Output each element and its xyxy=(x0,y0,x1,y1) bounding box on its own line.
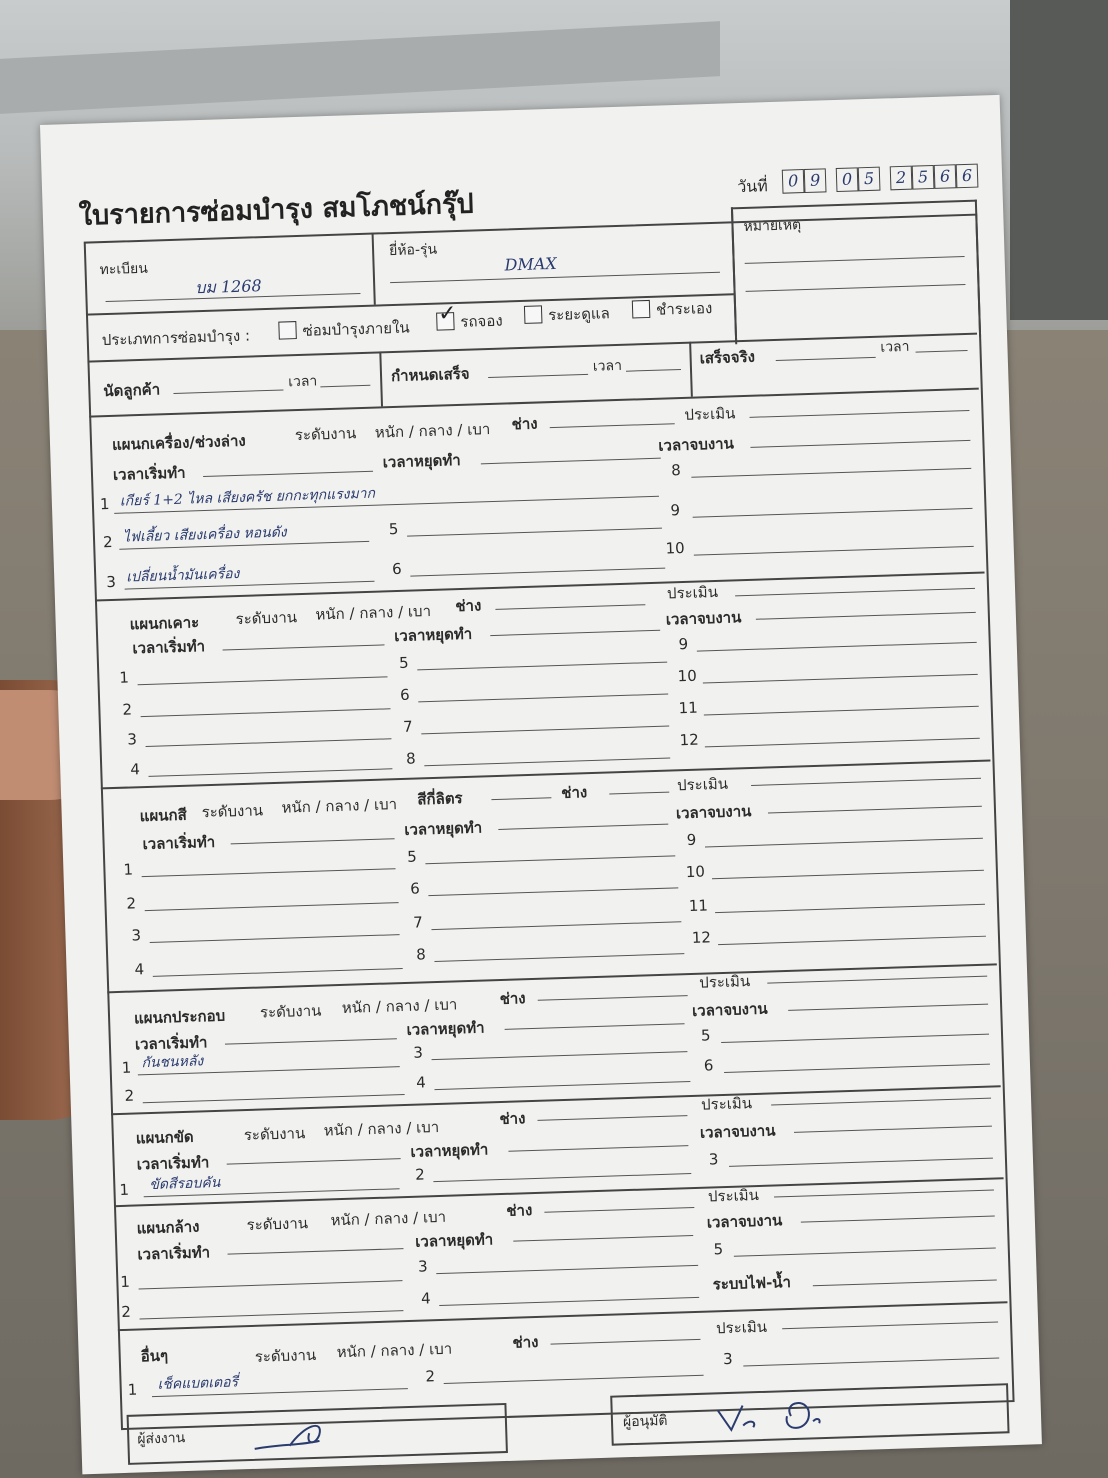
section-wash: แผนกล้าง ระดับงาน หนัก / กลาง / เบา ช่าง ประเมิน เวลาเริ่มทำ เวลาหยุดทำ เวลาจบงาน 1 3 5 2 4 ระบบไฟ-น้ำ xyxy=(40,95,1000,125)
section-engine: แผนกเครื่อง/ช่วงล่าง ระดับงาน หนัก / กลาง / เบา ช่าง ประเมิน เวลาเริ่มทำ เวลาหยุดทำ เวลาจบงาน 1 เกียร์ 1+2 ไหล เสียงครัช ยกกะทุกแรงมาก 8 2 ไฟเลี้ยว เสียงเครื่อง หอนดัง 5 9 3 เปลี่ยนน้ำมันเครื่อง 6 10 xyxy=(40,95,1000,125)
polish-item-1: ขัดสีรอบคัน xyxy=(149,1174,221,1194)
repair-type-maintenance-checkbox[interactable] xyxy=(524,305,543,324)
polish-dept-label: แผนกขัด xyxy=(135,1127,194,1148)
repair-type-booking-label: รถจอง xyxy=(460,311,503,331)
engine-item-3: เปลี่ยนน้ำมันเครื่อง xyxy=(126,565,240,586)
section-body: แผนกเคาะ ระดับงาน หนัก / กลาง / เบา ช่าง ประเมิน เวลาเริ่มทำ เวลาหยุดทำ เวลาจบงาน 1 5 9 2 6 10 3 7 11 4 8 12 xyxy=(40,95,1000,125)
repair-type-maintenance-label: ระยะดูแล xyxy=(547,304,611,325)
remark-label: หมายเหตุ xyxy=(743,217,802,235)
date-year-2: 5 xyxy=(912,165,935,190)
date-day-2: 9 xyxy=(804,168,827,193)
date-label: วันที่ xyxy=(736,176,769,197)
date-month-2: 5 xyxy=(858,167,881,192)
sender-label: ผู้ส่งงาน xyxy=(137,1430,186,1448)
plate-value: บม 1268 xyxy=(194,276,262,298)
repair-type-internal-checkbox[interactable] xyxy=(278,321,297,340)
section-polish: แผนกขัด ระดับงาน หนัก / กลาง / เบา ช่าง ประเมิน เวลาเริ่มทำ เวลาหยุดทำ เวลาจบงาน 1 ขัดสีรอบคัน 2 3 xyxy=(40,95,1000,125)
assembly-item-1: กันชนหลัง xyxy=(141,1053,204,1072)
repair-type-selfpay-checkbox[interactable] xyxy=(632,300,651,319)
form-title: ใบรายการซ่อมบำรุง สมโภชน์กรุ๊ป xyxy=(78,188,475,232)
approver-signature xyxy=(712,1392,853,1438)
body-dept-label: แผนกเคาะ xyxy=(129,613,200,634)
date-month-1: 0 xyxy=(836,167,859,192)
wash-dept-label: แผนกล้าง xyxy=(136,1217,200,1238)
other-dept-label: อื่นๆ xyxy=(140,1346,169,1366)
repair-type-selfpay-label: ชำระเอง xyxy=(655,298,713,319)
actual-finish-label: เสร็จจริง xyxy=(699,347,756,368)
approver-label: ผู้อนุมัติ xyxy=(622,1412,668,1431)
date-year-3: 6 xyxy=(934,164,957,189)
engine-item-2: ไฟเลี้ยว เสียงเครื่อง หอนดัง xyxy=(122,524,287,546)
engine-dept-label: แผนกเครื่อง/ช่วงล่าง xyxy=(111,431,247,454)
brand-value: DMAX xyxy=(504,253,558,275)
section-paint: แผนกสี ระดับงาน หนัก / กลาง / เบา สีกี่ลิตร ช่าง ประเมิน เวลาเริ่มทำ เวลาหยุดทำ เวลาจบงาน 1 5 9 2 6 10 3 7 11 4 8 12 xyxy=(40,95,1000,125)
plate-label: ทะเบียน xyxy=(99,260,149,279)
deadline-label: กำหนดเสร็จ xyxy=(390,364,470,386)
sender-signature xyxy=(249,1414,340,1455)
section-assembly: แผนกประกอบ ระดับงาน หนัก / กลาง / เบา ช่าง ประเมิน เวลาเริ่มทำ เวลาหยุดทำ เวลาจบงาน 1 กันชนหลัง 3 5 2 4 6 xyxy=(40,95,1000,125)
electric-water-label: ระบบไฟ-น้ำ xyxy=(712,1272,792,1294)
repair-type-booking-checkbox[interactable] xyxy=(436,301,457,331)
repair-type-label: ประเภทการซ่อมบำรุง : xyxy=(101,326,251,350)
assembly-dept-label: แผนกประกอบ xyxy=(133,1006,226,1028)
date-year-4: 6 xyxy=(956,164,979,189)
check-mark-icon: ✓ xyxy=(437,301,457,327)
engine-item-1: เกียร์ 1+2 ไหล เสียงครัช ยกกะทุกแรงมาก xyxy=(119,485,376,510)
other-item-1: เช็คแบตเตอรี่ xyxy=(157,1374,239,1393)
brand-label: ยี่ห้อ-รุ่น xyxy=(388,241,438,260)
sender-box xyxy=(127,1403,508,1465)
repair-form: ใบรายการซ่อมบำรุง สมโภชน์กรุ๊ป วันที่ 0 9 0 5 2 5 6 6 หมายเหตุ ทะเบียน บม 1268 ยี่ห้อ-รุ่น DMAX ประเภทการซ่อมบำรุง : ซ่อมบำรุงภายใน ✓ รถจอง ระยะดูแล ชำระเอง นัดลูกค้า เวลา กำหนดเสร็จ เวลา เสร็จจริง เวลา แผนกเครื่อง/ช่วงล่าง ระดับงาน หนัก / กลาง / เบา ช่าง ประเมิน เวลาเริ่มทำ เวลาหยุดทำ เวลาจบงาน 1 เกียร์ 1+2 ไหล เสียงครัช ยกกะทุกแรงมาก 8 2 ไฟเลี้ยว เสียงเครื่อง หอนดัง 5 9 3 เปลี่ยนน้ำมันเครื่อง 6 10 แผนกเคาะ ระดับงาน หนัก / กลาง / เบา ช่าง ประเมิน เวลาเริ่มทำ เวลาหยุดทำ เวลาจบงาน 1 5 9 2 6 10 3 7 11 4 8 12 แผนกสี ระดับงาน หนัก / กลาง / เบา สีกี่ลิตร ช่าง ประเมิน เวลาเริ่มทำ เวลาหยุดทำ เวลาจบงาน 1 5 9 2 6 10 3 7 11 4 8 12 แผนกประกอบ ระดับงาน หนัก / กลาง / เบา ช่าง ประเมิน เวลาเริ่มทำ เวลาหยุดทำ เวลาจบงาน 1 กันชนหลัง 3 5 2 4 6 แผนกขัด ระดับงาน หนัก / กลาง / เบา ช่าง ประเมิน เวลาเริ่มทำ เวลาหยุดทำ เวลาจบงาน 1 ขัดสีรอบคัน 2 3 แผนกล้าง ระดับงาน หนัก / กลาง / เบา ช่าง ประเมิน เวลาเริ่มทำ เวลาหยุดทำ เวลาจบงาน 1 3 5 2 4 ระบบไฟ-น้ำ อื่นๆ ระดับงาน หนัก / กลาง / เบา ช่าง ประเมิน 1 เช็คแบตเตอรี่ 2 3 ผู้ส่งงาน ผู้อนุมัติ xyxy=(40,95,1042,1474)
repair-type-internal-label: ซ่อมบำรุงภายใน xyxy=(302,318,410,340)
customer-appointment-label: นัดลูกค้า xyxy=(103,380,161,401)
section-other: อื่นๆ ระดับงาน หนัก / กลาง / เบา ช่าง ประเมิน 1 เช็คแบตเตอรี่ 2 3 xyxy=(40,95,1000,125)
background-car-panel xyxy=(1010,0,1108,320)
date-day-1: 0 xyxy=(782,169,805,194)
paint-liters-label: สีกี่ลิตร xyxy=(417,789,463,809)
paint-dept-label: แผนกสี xyxy=(139,805,187,826)
date-year-1: 2 xyxy=(890,166,913,191)
